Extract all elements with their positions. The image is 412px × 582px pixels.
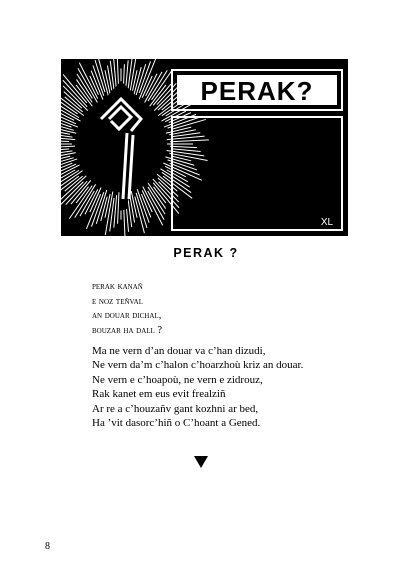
refrain-line: an douar dichal, (92, 310, 162, 322)
sunburst-ray (61, 127, 76, 133)
sunburst-ray (131, 191, 137, 218)
poem-title: PERAK ? (173, 246, 239, 260)
poem-stanza (92, 344, 303, 430)
sunburst-ray (166, 127, 191, 133)
stanza-line: Ne vern e c’hoapoù, ne vern e zidrouz, (92, 373, 263, 386)
lower-frame (172, 117, 342, 230)
sunburst-ray (170, 146, 197, 147)
sunburst-ray (61, 111, 74, 120)
sunburst-ray (61, 140, 69, 141)
sunburst-ray (61, 146, 75, 148)
page-number: 8 (45, 541, 50, 552)
sunburst-ray (159, 182, 179, 202)
stanza-line: Ar re a c’houzañv gant kozhni ar bed, (92, 402, 259, 415)
sunburst-ray (137, 189, 149, 222)
sunburst-ray (118, 192, 119, 223)
sunburst-ray (86, 194, 100, 229)
stanza-line: Ne vern da’m c’halon c’hoarzhoù kriz an douar. (92, 359, 304, 372)
woodcut-illustration (61, 59, 348, 236)
sunburst-ray (61, 170, 75, 188)
refrain-line: bouzar ha dall ? (92, 324, 163, 336)
poem-refrain (92, 280, 162, 338)
stanza-line: Ha ’vit dasorc’hiñ o C’hoant a Gened. (92, 417, 261, 430)
refrain-line: perak kanañ (92, 281, 143, 292)
banner-text: PERAK? (200, 76, 314, 106)
stanza-line: Ma ne vern d’an douar va c’han dizudi, (92, 345, 266, 357)
sunburst-ray (126, 60, 129, 89)
sunburst-ray (157, 83, 176, 104)
refrain-line: e noz teñval (92, 295, 144, 307)
monogram: XL (320, 217, 334, 228)
sunburst-ray (170, 140, 209, 142)
stanza-line: Rak kanet em eus evit frealziñ (92, 388, 226, 401)
sunburst-ray (173, 149, 201, 152)
woodcut-svg (61, 59, 348, 236)
